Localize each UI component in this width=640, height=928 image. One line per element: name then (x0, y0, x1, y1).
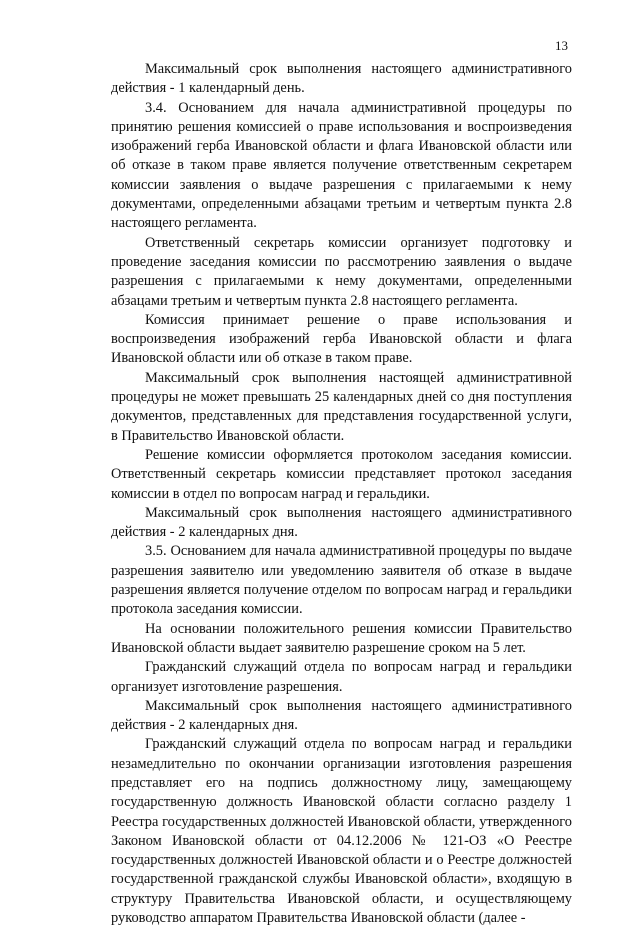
page-number: 13 (555, 38, 568, 53)
paragraph: Максимальный срок выполнения настоящего административного действия - 2 календарных дня. (111, 504, 572, 541)
paragraph: Максимальный срок выполнения настоящего административного действия - 2 календарных дня. (111, 697, 572, 734)
paragraph: 3.5. Основанием для начала административной процедуры по выдаче разрешения заявителю или уведомлению заявителя об отказе в выдаче разрешения является получение отделом по вопросам наград и геральдики протокола заседания комиссии. (111, 543, 572, 618)
paragraph: Гражданский служащий отдела по вопросам наград и геральдики незамедлительно по окончании организации изготовления разрешения представляет его на подпись должностному лицу, замещающему государственную должность Ивановской области согласно разделу 1 Реестра государственных должностей Ивановской области, утвержденного Законом Ивановской области от 04.12.2006 № 121-ОЗ «О Реестре государственных должностей Ивановской области и о Реестре должностей государственной гражданской службы Ивановской области», входящую в структуру Правительства Ивановской области, и осуществляющему руководство аппаратом Правительства Ивановской области (далее - (111, 736, 572, 927)
paragraph: Гражданский служащий отдела по вопросам наград и геральдики организует изготовление разрешения. (111, 659, 572, 695)
paragraph: На основании положительного решения комиссии Правительство Ивановской области выдает заявителю разрешение сроком на 5 лет. (111, 620, 572, 656)
paragraph: Решение комиссии оформляется протоколом заседания комиссии. Ответственный секретарь комиссии представляет протокол заседания комиссии в отдел по вопросам наград и геральдики. (111, 446, 572, 502)
paragraph: 3.4. Основанием для начала административной процедуры по принятию решения комиссией о праве использования и воспроизведения изображений герба Ивановской области и флага Ивановской области или об отказе в таком праве является получение ответственным секретарем комиссии заявления о выдаче разрешения с прилагаемыми к нему документами, определенными абзацами третьим и четвертым пункта 2.8 настоящего регламента. (111, 99, 572, 232)
paragraph: Максимальный срок выполнения настоящей административной процедуры не может превышать 25 календарных дней со дня поступления документов, представленных для представления государственной услуги, в Правительство Ивановской области. (111, 369, 572, 444)
document-body (111, 60, 572, 928)
paragraph: Максимальный срок выполнения настоящего административного действия - 1 календарный день. (111, 61, 572, 97)
paragraph: Комиссия принимает решение о праве использования и воспроизведения изображений герба Ивановской области и флага Ивановской области или об отказе в таком праве. (111, 311, 572, 367)
paragraph: Ответственный секретарь комиссии организует подготовку и проведение заседания комиссии по рассмотрению заявления о выдаче разрешения с прилагаемыми к нему документами, определенными абзацами третьим и четвертым пункта 2.8 настоящего регламента. (111, 234, 572, 309)
